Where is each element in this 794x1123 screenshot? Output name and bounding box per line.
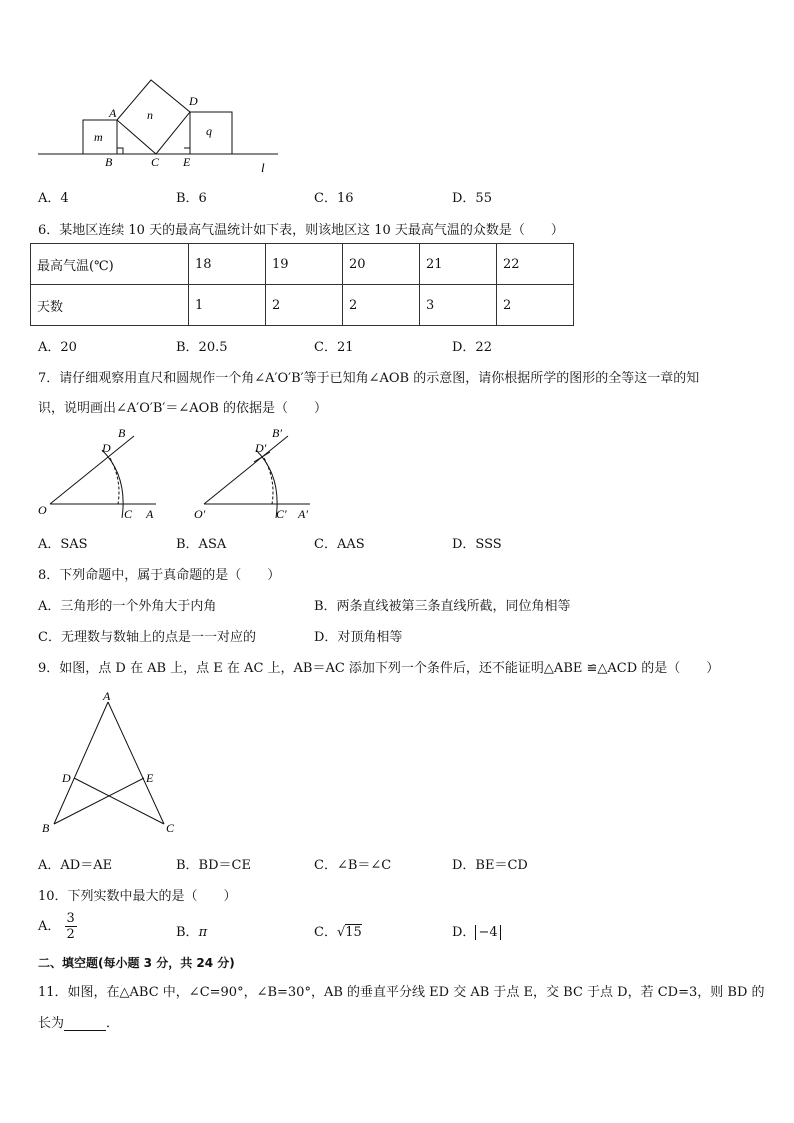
q5-option-d[interactable]: D．55 bbox=[452, 191, 492, 206]
square-n bbox=[117, 80, 190, 154]
q6-option-b[interactable]: B．20.5 bbox=[176, 340, 228, 355]
q10-option-c[interactable] bbox=[314, 921, 362, 940]
right-angle-e bbox=[184, 148, 190, 154]
label-E: E bbox=[146, 771, 154, 785]
label-B-prime: B′ bbox=[272, 426, 282, 440]
option-prefix: D． bbox=[452, 925, 476, 940]
table-cell: 2 bbox=[497, 285, 574, 326]
option-prefix: B． bbox=[176, 925, 199, 940]
radicand: 15 bbox=[345, 925, 362, 940]
q6-option-c[interactable]: C．21 bbox=[314, 340, 354, 355]
q7-option-a[interactable]: A．SAS bbox=[38, 537, 88, 552]
q6-option-d[interactable]: D．22 bbox=[452, 340, 492, 355]
label-C-prime: C′ bbox=[276, 507, 287, 521]
q10-option-a[interactable] bbox=[38, 911, 77, 942]
q9-option-c[interactable]: C．∠B＝∠C bbox=[314, 858, 392, 873]
label-B: B bbox=[42, 821, 50, 835]
label-l: l bbox=[261, 160, 265, 175]
q6-option-a[interactable]: A．20 bbox=[38, 340, 77, 355]
label-C: C bbox=[166, 821, 175, 835]
q5-option-a[interactable]: A．4 bbox=[38, 191, 69, 206]
q7-stem-line1: 7．请仔细观察用直尺和圆规作一个角∠A′O′B′等于已知角∠AOB 的示意图，请你根据所学的图形的全等这一章的知 bbox=[38, 371, 700, 386]
right-angle-b bbox=[117, 148, 123, 154]
table-cell: 3 bbox=[420, 285, 497, 326]
answer-blank[interactable] bbox=[64, 1018, 106, 1031]
q5-option-c[interactable]: C．16 bbox=[314, 191, 354, 206]
label-B: B bbox=[105, 155, 113, 169]
label-E: E bbox=[183, 155, 191, 169]
q10-option-d[interactable] bbox=[452, 921, 501, 940]
fraction bbox=[65, 911, 77, 942]
table-head-temp: 最高气温(℃) bbox=[31, 244, 189, 285]
sqrt-sign: √ bbox=[336, 925, 346, 940]
q9-stem: 9．如图，点 D 在 AB 上，点 E 在 AC 上，AB＝AC 添加下列一个条件后，还不能证明△ABE ≌△ACD 的是（ ） bbox=[38, 661, 720, 676]
q9-option-a[interactable]: A．AD＝AE bbox=[38, 858, 113, 873]
q8-option-b[interactable]: B．两条直线被第三条直线所截，同位角相等 bbox=[314, 599, 571, 614]
pi-value: π bbox=[198, 925, 208, 940]
q7-option-b[interactable]: B．ASA bbox=[176, 537, 227, 552]
table-row bbox=[31, 285, 574, 326]
q6-stem: 6．某地区连续 10 天的最高气温统计如下表，则该地区这 10 天最高气温的众数是（ ） bbox=[38, 223, 564, 238]
label-B: B bbox=[118, 426, 126, 440]
label-A: A bbox=[146, 507, 154, 521]
table-row bbox=[31, 244, 574, 285]
q7-stem-line2: 识，说明画出∠A′O′B′＝∠AOB 的依据是（ ） bbox=[38, 401, 327, 416]
label-C: C bbox=[151, 155, 160, 169]
q7-option-c[interactable]: C．AAS bbox=[314, 537, 365, 552]
label-A-prime: A′ bbox=[298, 507, 308, 521]
q11-prefix: 长为 bbox=[38, 1016, 65, 1031]
table-cell: 1 bbox=[189, 285, 266, 326]
q11-suffix: ． bbox=[106, 1016, 120, 1031]
q8-option-c[interactable]: C．无理数与数轴上的点是一一对应的 bbox=[38, 630, 256, 645]
q9-option-b[interactable]: B．BD＝CE bbox=[176, 858, 251, 873]
label-q: q bbox=[206, 124, 212, 138]
q10-stem: 10．下列实数中最大的是（ ） bbox=[38, 889, 237, 904]
table-cell: 20 bbox=[343, 244, 420, 285]
label-A: A bbox=[109, 106, 117, 120]
denominator: 2 bbox=[66, 927, 75, 942]
q7-option-d[interactable]: D．SSS bbox=[452, 537, 502, 552]
q11-line1: 11．如图，在△ABC 中，∠C=90°，∠B=30°，AB 的垂直平分线 ED 交 AB 于点 E，交 BC 于点 D，若 CD=3，则 BD 的 bbox=[38, 985, 765, 1000]
q8-option-d[interactable]: D．对顶角相等 bbox=[314, 630, 403, 645]
table-cell: 21 bbox=[420, 244, 497, 285]
option-prefix: A． bbox=[38, 919, 61, 934]
q8-stem: 8．下列命题中，属于真命题的是（ ） bbox=[38, 568, 281, 583]
q10-option-b[interactable] bbox=[176, 921, 207, 940]
section-title: 二、填空题(每小题 3 分，共 24 分) bbox=[38, 956, 235, 970]
label-D: D bbox=[189, 94, 198, 108]
table-cell: 2 bbox=[343, 285, 420, 326]
label-C: C bbox=[124, 507, 133, 521]
label-n: n bbox=[147, 108, 153, 122]
table-cell: 22 bbox=[497, 244, 574, 285]
triangle-figure bbox=[36, 688, 196, 840]
table-cell: 2 bbox=[266, 285, 343, 326]
label-O-prime: O′ bbox=[194, 507, 206, 521]
option-prefix: C． bbox=[314, 925, 337, 940]
q5-option-b[interactable]: B．6 bbox=[176, 191, 207, 206]
label-O: O bbox=[38, 503, 47, 517]
q11-line2 bbox=[38, 1012, 119, 1031]
table-cell: 19 bbox=[266, 244, 343, 285]
label-D: D bbox=[62, 771, 71, 785]
table-cell: 18 bbox=[189, 244, 266, 285]
label-A: A bbox=[103, 689, 111, 703]
temperature-table bbox=[30, 243, 574, 326]
numerator: 3 bbox=[66, 911, 75, 926]
label-D: D bbox=[102, 441, 111, 455]
q9-option-d[interactable]: D．BE＝CD bbox=[452, 858, 528, 873]
q8-option-a[interactable]: A．三角形的一个外角大于内角 bbox=[38, 599, 217, 614]
label-D-prime: D′ bbox=[255, 441, 267, 455]
label-m: m bbox=[94, 130, 103, 144]
squares-figure bbox=[30, 72, 290, 182]
table-head-days: 天数 bbox=[31, 285, 189, 326]
absolute-value: −4 bbox=[475, 925, 500, 940]
angle-construction-figure bbox=[30, 420, 330, 530]
